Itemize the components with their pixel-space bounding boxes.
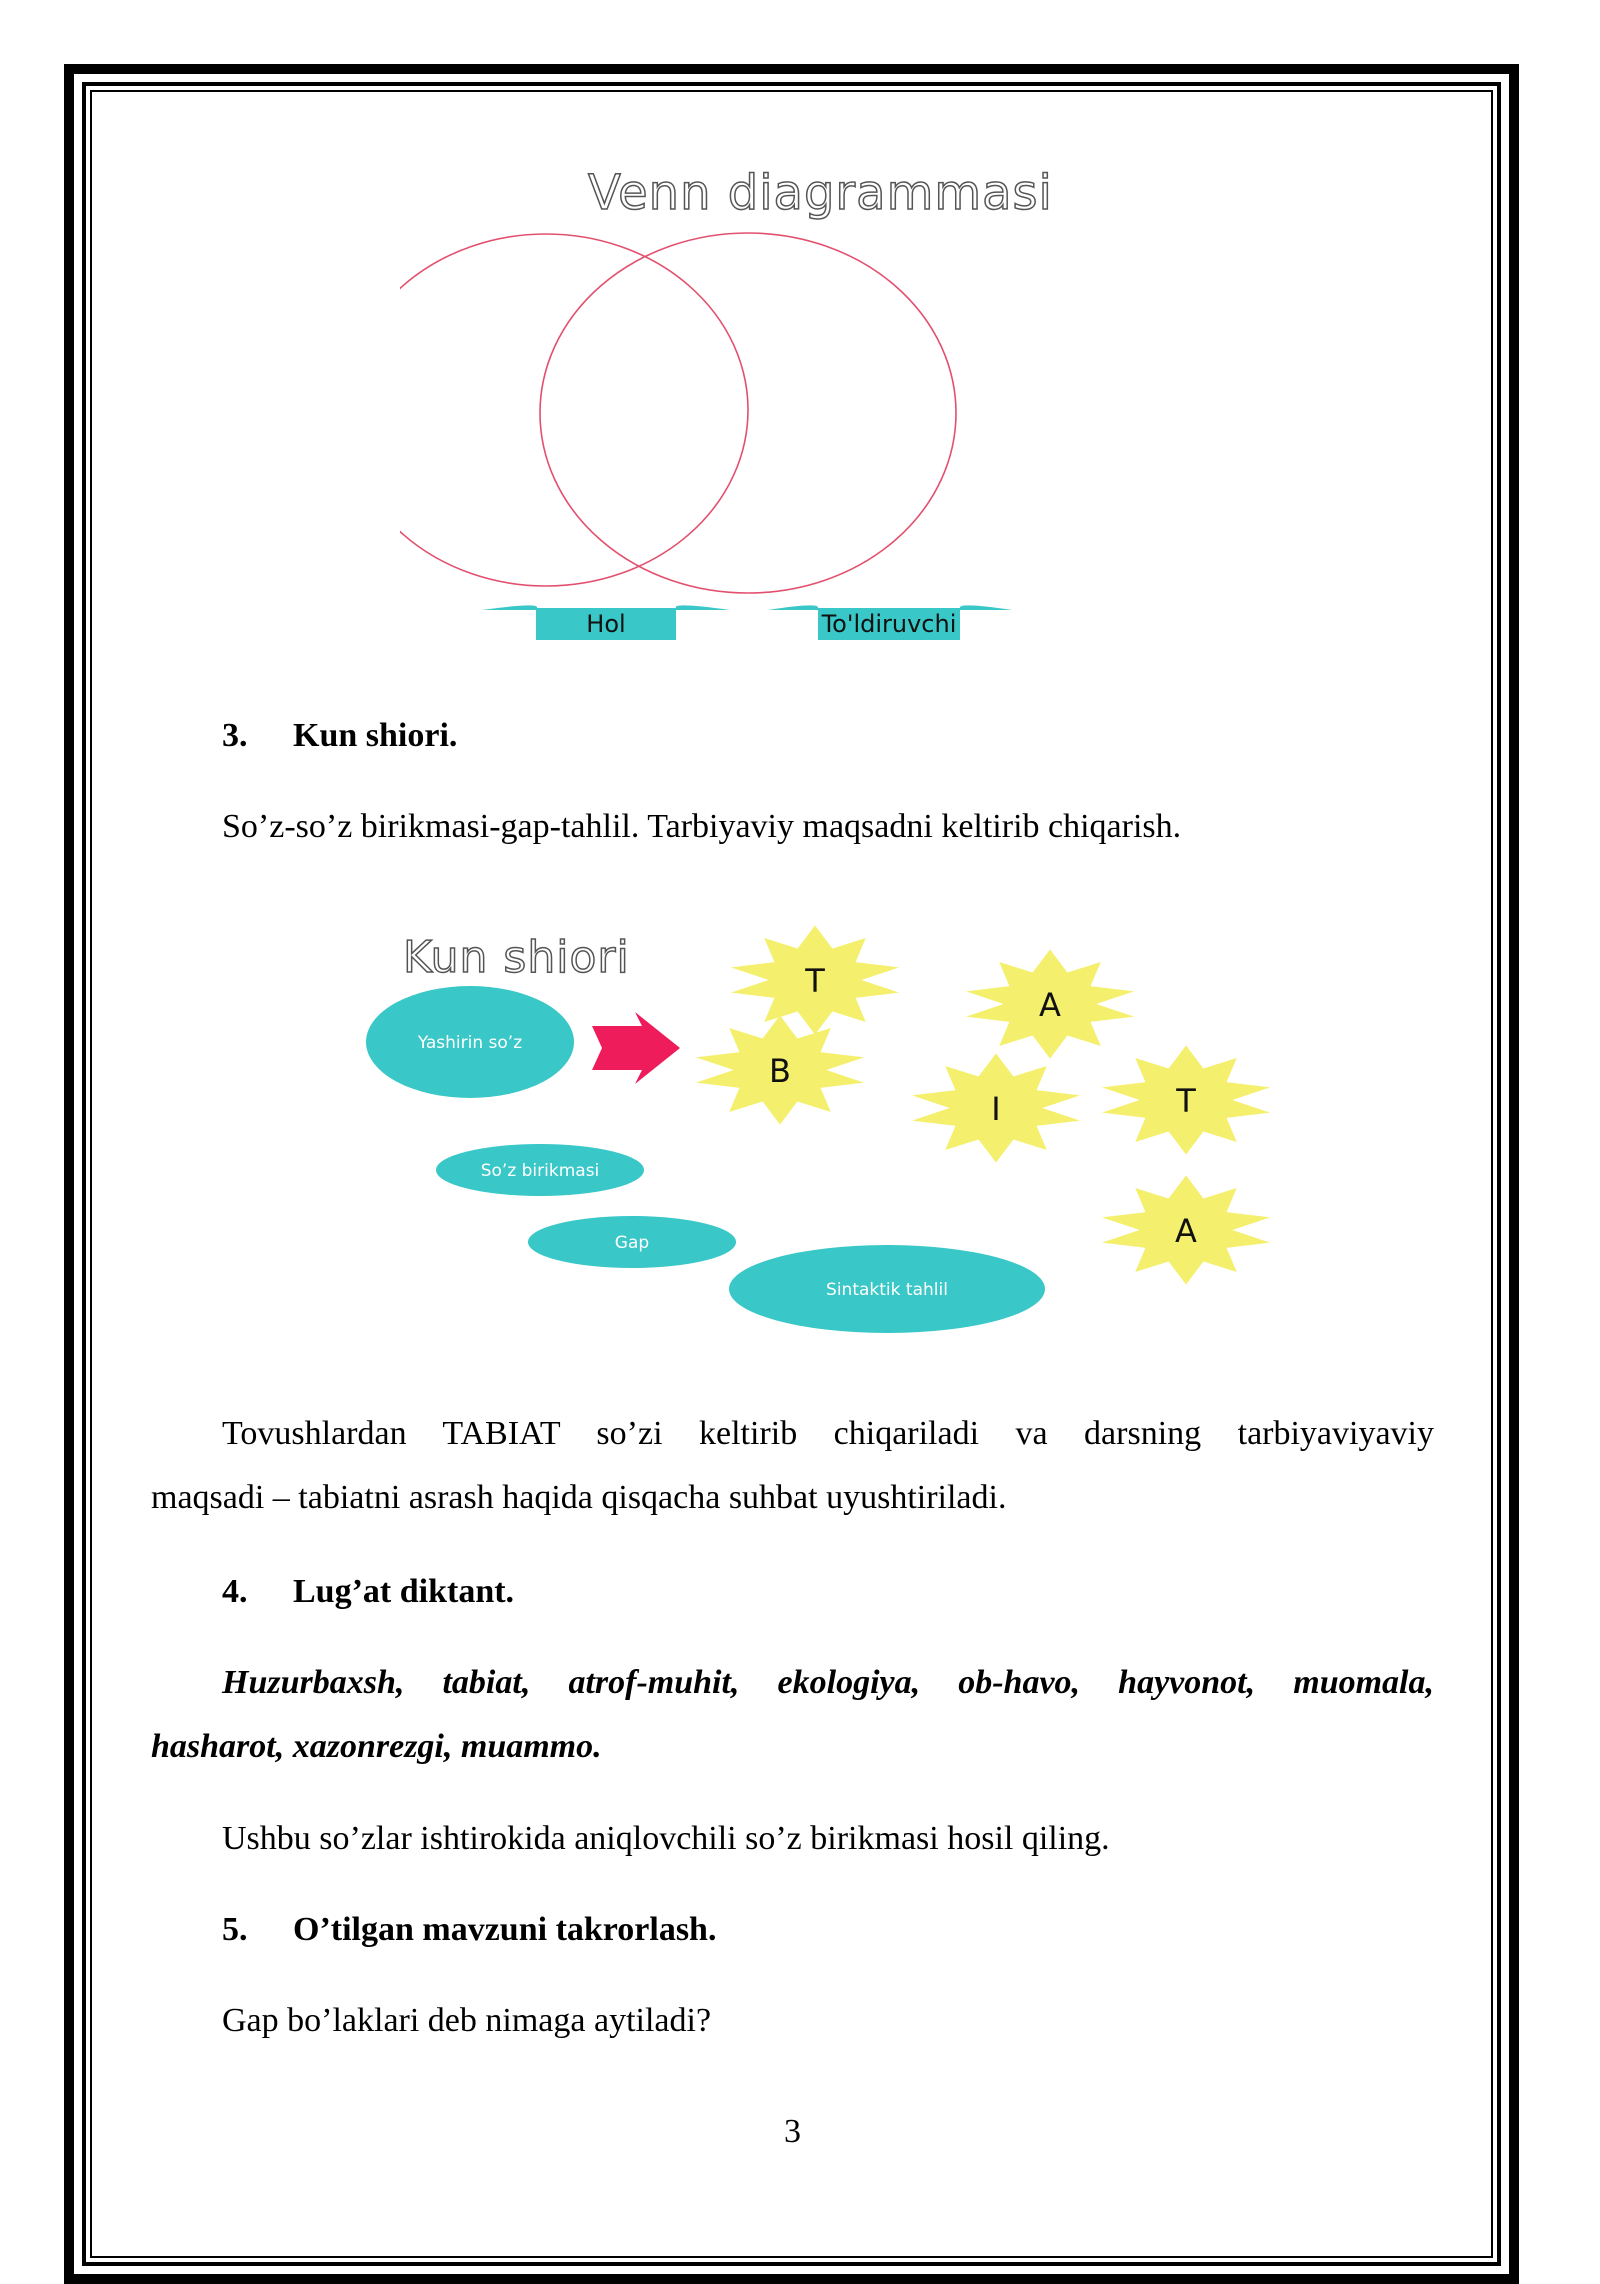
star-letter-b: B — [769, 1052, 791, 1090]
vocabulary-words-line1: Huzurbaxsh, tabiat, atrof-muhit, ekologiya, ob-havo, hayvonot, muomala, — [222, 1664, 1434, 1701]
venn-right-label: To'ldiruvchi — [821, 610, 957, 638]
venn-left-label: Hol — [586, 610, 626, 638]
kun-shiori-illustration — [360, 920, 1290, 1350]
section4-task: Ushbu so’zlar ishtirokida aniqlovchili so’z birikmasi hosil qiling. — [222, 1820, 1110, 1857]
arrow-right-icon — [592, 1012, 680, 1084]
venn-diagram — [400, 220, 1100, 670]
star-letter-a2: A — [1175, 1212, 1197, 1250]
star-letter-i: I — [991, 1090, 1001, 1128]
section4-number: 4. — [222, 1573, 248, 1610]
tabiat-paragraph-line2: maqsadi – tabiatni asrash haqida qisqacha suhbat uyushtiriladi. — [151, 1479, 1007, 1516]
venn-title: Venn diagrammasi — [588, 165, 1053, 221]
oval-label-gap: Gap — [614, 1233, 650, 1253]
kun-shiori-title: Kun shiori — [403, 932, 630, 983]
section5-title: O’tilgan mavzuni takrorlash. — [293, 1911, 717, 1948]
section4-title: Lug’at diktant. — [293, 1573, 515, 1610]
oval-label-sintaktik-tahlil: Sintaktik tahlil — [826, 1280, 948, 1300]
section3-paragraph: So’z-so’z birikmasi-gap-tahlil. Tarbiyaviy maqsadni keltirib chiqarish. — [222, 808, 1182, 845]
tabiat-paragraph-line1: Tovushlardan TABIAT so’zi keltirib chiqariladi va darsning tarbiyaviyaviy — [222, 1415, 1434, 1452]
star-letter-t2: T — [1176, 1082, 1196, 1120]
section3-number: 3. — [222, 717, 248, 754]
star-letter-t1: T — [805, 962, 825, 1000]
oval-label-soz-birikmasi: So’z birikmasi — [480, 1161, 600, 1181]
star-letter-a1: A — [1039, 986, 1061, 1024]
page-number: 3 — [784, 2113, 801, 2150]
venn-left-circle — [400, 234, 748, 586]
vocabulary-words-line2: hasharot, xazonrezgi, muammo. — [151, 1728, 602, 1765]
section5-number: 5. — [222, 1911, 248, 1948]
oval-label-yashirin-soz: Yashirin so’z — [417, 1033, 523, 1053]
section3-title: Kun shiori. — [293, 717, 458, 754]
section5-question: Gap bo’laklari deb nimaga aytiladi? — [222, 2002, 712, 2039]
